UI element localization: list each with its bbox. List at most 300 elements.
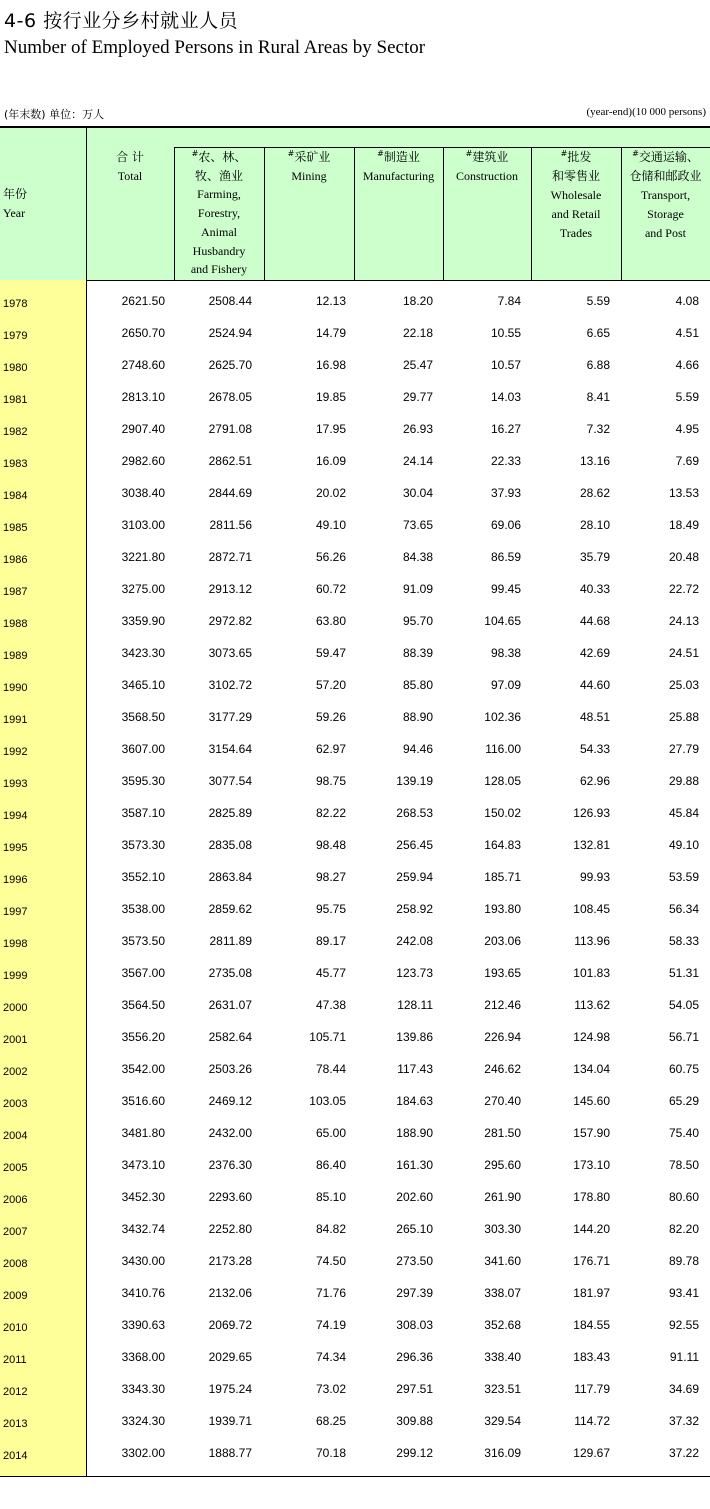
table-bottom-rule (0, 1476, 710, 1477)
mining-cell: 70.18 (315, 1446, 346, 1460)
header-divider (264, 147, 265, 280)
agriculture-cell: 2835.08 (208, 838, 252, 852)
manufacturing-cell: 265.10 (396, 1222, 433, 1236)
header-total: 合 计 Total (116, 150, 144, 183)
manufacturing-cell: 18.20 (402, 294, 433, 308)
wholesale-retail-cell: 178.80 (573, 1190, 610, 1204)
transport-cell: 91.11 (669, 1350, 699, 1364)
transport-cell: 18.49 (668, 518, 699, 532)
total-cell: 2650.70 (121, 326, 165, 340)
agriculture-cell: 3102.72 (208, 678, 252, 692)
construction-cell: 164.83 (484, 838, 521, 852)
table-row (0, 632, 710, 664)
manufacturing-cell: 259.94 (396, 870, 433, 884)
year-cell: 1987 (3, 586, 28, 598)
agriculture-cell: 2791.08 (208, 422, 252, 436)
wholesale-retail-cell: 35.79 (579, 550, 610, 564)
construction-cell: 116.00 (485, 742, 521, 756)
agriculture-cell: 2678.05 (208, 390, 252, 404)
table-row (0, 792, 710, 824)
total-cell: 3556.20 (121, 1030, 165, 1044)
construction-cell: 193.80 (484, 902, 521, 916)
table-row (0, 696, 710, 728)
manufacturing-cell: 308.03 (396, 1318, 433, 1332)
transport-cell: 56.34 (668, 902, 699, 916)
total-cell: 3567.00 (121, 966, 165, 980)
construction-cell: 14.03 (490, 390, 521, 404)
manufacturing-cell: 84.38 (402, 550, 433, 564)
wholesale-retail-cell: 7.32 (586, 422, 610, 436)
table-row (0, 856, 710, 888)
construction-cell: 10.57 (490, 358, 521, 372)
construction-cell: 338.07 (484, 1286, 521, 1300)
construction-cell: 128.05 (484, 774, 521, 788)
construction-cell: 37.93 (490, 486, 521, 500)
manufacturing-cell: 73.65 (402, 518, 433, 532)
mining-cell: 63.80 (315, 614, 346, 628)
manufacturing-cell: 297.51 (396, 1382, 433, 1396)
total-cell: 2621.50 (121, 294, 165, 308)
total-cell: 3302.00 (121, 1446, 165, 1460)
manufacturing-cell: 117.43 (397, 1062, 433, 1076)
year-cell: 1979 (3, 330, 28, 342)
wholesale-retail-cell: 54.33 (579, 742, 610, 756)
wholesale-retail-cell: 44.68 (579, 614, 610, 628)
manufacturing-cell: 30.04 (402, 486, 433, 500)
agriculture-cell: 2069.72 (208, 1318, 252, 1332)
mining-cell: 62.97 (315, 742, 346, 756)
year-cell: 1997 (3, 906, 28, 918)
total-cell: 3587.10 (121, 806, 165, 820)
agriculture-cell: 2811.56 (209, 518, 252, 532)
year-cell: 2001 (3, 1034, 28, 1046)
year-cell: 1978 (3, 298, 28, 310)
header-divider (621, 147, 622, 280)
wholesale-retail-cell: 48.51 (579, 710, 610, 724)
table-row (0, 1240, 710, 1272)
mining-cell: 47.38 (315, 998, 346, 1012)
year-cell: 2012 (3, 1386, 28, 1398)
manufacturing-cell: 29.77 (402, 390, 433, 404)
year-cell: 2011 (3, 1354, 27, 1366)
wholesale-retail-cell: 28.10 (579, 518, 610, 532)
agriculture-cell: 3077.54 (208, 774, 252, 788)
table-row (0, 472, 710, 504)
wholesale-retail-cell: 114.72 (574, 1414, 610, 1428)
header-construction: #建筑业 Construction (456, 149, 518, 183)
year-cell: 1981 (3, 394, 28, 406)
total-cell: 3410.76 (121, 1286, 165, 1300)
agriculture-cell: 2735.08 (208, 966, 252, 980)
total-cell: 3595.30 (121, 774, 165, 788)
mining-cell: 65.00 (315, 1126, 346, 1140)
transport-cell: 20.48 (668, 550, 699, 564)
table-row (0, 728, 710, 760)
total-cell: 3359.90 (121, 614, 165, 628)
header-subgroup-rule (174, 147, 710, 148)
wholesale-retail-cell: 183.43 (573, 1350, 610, 1364)
agriculture-cell: 2132.06 (208, 1286, 252, 1300)
agriculture-cell: 1975.24 (208, 1382, 252, 1396)
manufacturing-cell: 296.36 (396, 1350, 433, 1364)
total-cell: 3432.74 (121, 1222, 165, 1236)
table-row (0, 312, 710, 344)
total-cell: 3542.00 (121, 1062, 165, 1076)
wholesale-retail-cell: 13.16 (579, 454, 610, 468)
construction-cell: 295.60 (484, 1158, 521, 1172)
table-row (0, 1112, 710, 1144)
year-cell: 1984 (3, 490, 28, 502)
agriculture-cell: 2972.82 (208, 614, 252, 628)
agriculture-cell: 2811.89 (209, 934, 252, 948)
transport-cell: 34.69 (668, 1382, 699, 1396)
table-row (0, 1272, 710, 1304)
year-cell: 1995 (3, 842, 28, 854)
manufacturing-cell: 94.46 (402, 742, 433, 756)
manufacturing-cell: 91.09 (402, 582, 433, 596)
year-cell: 2006 (3, 1194, 28, 1206)
year-cell: 2010 (3, 1322, 28, 1334)
total-cell: 3221.80 (121, 550, 165, 564)
transport-cell: 4.95 (675, 422, 699, 436)
mining-cell: 74.50 (315, 1254, 346, 1268)
manufacturing-cell: 139.86 (396, 1030, 433, 1044)
manufacturing-cell: 202.60 (396, 1190, 433, 1204)
wholesale-retail-cell: 28.62 (579, 486, 610, 500)
table-row (0, 1368, 710, 1400)
construction-cell: 99.45 (490, 582, 521, 596)
total-cell: 3564.50 (121, 998, 165, 1012)
transport-cell: 24.13 (668, 614, 699, 628)
transport-cell: 93.41 (668, 1286, 699, 1300)
wholesale-retail-cell: 124.98 (573, 1030, 610, 1044)
manufacturing-cell: 242.08 (396, 934, 433, 948)
construction-cell: 212.46 (484, 998, 521, 1012)
table-row (0, 536, 710, 568)
year-cell: 2009 (3, 1290, 28, 1302)
mining-cell: 60.72 (315, 582, 346, 596)
mining-cell: 19.85 (315, 390, 346, 404)
manufacturing-cell: 184.63 (396, 1094, 433, 1108)
manufacturing-cell: 123.73 (396, 966, 433, 980)
manufacturing-cell: 139.19 (396, 774, 433, 788)
table-row (0, 1432, 710, 1464)
total-cell: 3573.50 (121, 934, 165, 948)
manufacturing-cell: 273.50 (396, 1254, 433, 1268)
construction-cell: 104.65 (484, 614, 521, 628)
construction-cell: 338.40 (484, 1350, 521, 1364)
transport-cell: 56.71 (668, 1030, 699, 1044)
manufacturing-cell: 88.90 (402, 710, 433, 724)
table-row (0, 376, 710, 408)
agriculture-cell: 2859.62 (208, 902, 252, 916)
manufacturing-cell: 24.14 (402, 454, 433, 468)
transport-cell: 60.75 (668, 1062, 699, 1076)
transport-cell: 37.32 (668, 1414, 699, 1428)
total-cell: 3473.10 (121, 1158, 165, 1172)
wholesale-retail-cell: 5.59 (586, 294, 610, 308)
table-row (0, 1016, 710, 1048)
construction-cell: 16.27 (490, 422, 521, 436)
construction-cell: 203.06 (484, 934, 521, 948)
year-cell: 1989 (3, 650, 28, 662)
total-cell: 3390.63 (121, 1318, 165, 1332)
transport-cell: 49.10 (668, 838, 699, 852)
construction-cell: 98.38 (490, 646, 521, 660)
wholesale-retail-cell: 6.88 (586, 358, 610, 372)
wholesale-retail-cell: 40.33 (579, 582, 610, 596)
header-transport: #交通运输、 仓储和邮政业 Transport, Storage and Post (629, 149, 702, 240)
total-cell: 3538.00 (121, 902, 165, 916)
agriculture-cell: 2293.60 (208, 1190, 252, 1204)
table-row (0, 1208, 710, 1240)
manufacturing-cell: 25.47 (402, 358, 433, 372)
agriculture-cell: 2173.28 (208, 1254, 252, 1268)
agriculture-cell: 3177.29 (208, 710, 252, 724)
table-row (0, 280, 710, 312)
construction-cell: 7.84 (497, 294, 521, 308)
table-row (0, 568, 710, 600)
transport-cell: 25.03 (668, 678, 699, 692)
year-cell: 1988 (3, 618, 28, 630)
agriculture-cell: 2252.80 (208, 1222, 252, 1236)
total-cell: 2907.40 (121, 422, 165, 436)
wholesale-retail-cell: 126.93 (573, 806, 610, 820)
mining-cell: 45.77 (315, 966, 346, 980)
table-row (0, 1304, 710, 1336)
wholesale-retail-cell: 108.45 (573, 902, 610, 916)
wholesale-retail-cell: 184.55 (573, 1318, 610, 1332)
year-cell: 1993 (3, 778, 28, 790)
year-cell: 1986 (3, 554, 28, 566)
construction-cell: 193.65 (484, 966, 521, 980)
manufacturing-cell: 258.92 (396, 902, 433, 916)
wholesale-retail-cell: 6.65 (586, 326, 610, 340)
transport-cell: 29.88 (668, 774, 699, 788)
transport-cell: 80.60 (668, 1190, 699, 1204)
agriculture-cell: 2469.12 (208, 1094, 252, 1108)
total-cell: 3465.10 (121, 678, 165, 692)
transport-cell: 65.29 (668, 1094, 699, 1108)
transport-cell: 89.78 (668, 1254, 699, 1268)
manufacturing-cell: 85.80 (402, 678, 433, 692)
construction-cell: 102.36 (484, 710, 521, 724)
year-cell: 1994 (3, 810, 28, 822)
transport-cell: 27.79 (668, 742, 699, 756)
mining-cell: 73.02 (315, 1382, 346, 1396)
manufacturing-cell: 161.30 (396, 1158, 433, 1172)
mining-cell: 86.40 (315, 1158, 346, 1172)
transport-cell: 54.05 (668, 998, 699, 1012)
agriculture-cell: 3073.65 (208, 646, 252, 660)
wholesale-retail-cell: 129.67 (573, 1446, 610, 1460)
header-divider (443, 147, 444, 280)
table-row (0, 664, 710, 696)
year-cell: 1983 (3, 458, 28, 470)
agriculture-cell: 2625.70 (208, 358, 252, 372)
table-row (0, 984, 710, 1016)
year-cell: 1991 (3, 714, 28, 726)
construction-cell: 86.59 (490, 550, 521, 564)
header-divider (174, 147, 175, 280)
transport-cell: 7.69 (675, 454, 699, 468)
construction-cell: 97.09 (490, 678, 521, 692)
manufacturing-cell: 297.39 (396, 1286, 433, 1300)
table-header (0, 128, 710, 281)
wholesale-retail-cell: 113.96 (574, 934, 610, 948)
manufacturing-cell: 256.45 (396, 838, 433, 852)
manufacturing-cell: 188.90 (396, 1126, 433, 1140)
total-cell: 3103.00 (121, 518, 165, 532)
total-cell: 2982.60 (121, 454, 165, 468)
mining-cell: 16.09 (315, 454, 346, 468)
total-cell: 2813.10 (121, 390, 165, 404)
mining-cell: 98.27 (315, 870, 346, 884)
agriculture-cell: 2582.64 (208, 1030, 252, 1044)
mining-cell: 74.19 (315, 1318, 346, 1332)
construction-cell: 226.94 (484, 1030, 521, 1044)
year-cell: 2002 (3, 1066, 28, 1078)
mining-cell: 59.47 (315, 646, 346, 660)
construction-cell: 341.60 (484, 1254, 521, 1268)
mining-cell: 49.10 (315, 518, 346, 532)
total-cell: 3430.00 (121, 1254, 165, 1268)
table-title-chinese: 4-6 按行业分乡村就业人员 (4, 10, 239, 32)
construction-cell: 69.06 (490, 518, 521, 532)
wholesale-retail-cell: 181.97 (573, 1286, 610, 1300)
transport-cell: 4.51 (675, 326, 699, 340)
transport-cell: 13.53 (668, 486, 699, 500)
manufacturing-cell: 26.93 (402, 422, 433, 436)
agriculture-cell: 2631.07 (208, 998, 252, 1012)
wholesale-retail-cell: 176.71 (573, 1254, 610, 1268)
table-row (0, 1400, 710, 1432)
agriculture-cell: 2029.65 (208, 1350, 252, 1364)
agriculture-cell: 2524.94 (208, 326, 252, 340)
transport-cell: 51.31 (668, 966, 699, 980)
transport-cell: 78.50 (668, 1158, 699, 1172)
total-cell: 3568.50 (121, 710, 165, 724)
mining-cell: 98.75 (315, 774, 346, 788)
table-row (0, 888, 710, 920)
agriculture-cell: 1939.71 (208, 1414, 252, 1428)
agriculture-cell: 2913.12 (208, 582, 252, 596)
manufacturing-cell: 299.12 (396, 1446, 433, 1460)
wholesale-retail-cell: 101.83 (573, 966, 610, 980)
wholesale-retail-cell: 173.10 (573, 1158, 610, 1172)
header-manufacturing: #制造业 Manufacturing (362, 149, 435, 183)
table-row (0, 440, 710, 472)
transport-cell: 58.33 (668, 934, 699, 948)
table-row (0, 408, 710, 440)
wholesale-retail-cell: 132.81 (573, 838, 610, 852)
total-cell: 3038.40 (121, 486, 165, 500)
header-year: 年份 Year (3, 187, 28, 220)
total-cell: 3552.10 (121, 870, 165, 884)
wholesale-retail-cell: 44.60 (579, 678, 610, 692)
construction-cell: 261.90 (484, 1190, 521, 1204)
header-divider (531, 147, 532, 280)
mining-cell: 14.79 (315, 326, 346, 340)
mining-cell: 56.26 (315, 550, 346, 564)
mining-cell: 57.20 (315, 678, 346, 692)
mining-cell: 68.25 (315, 1414, 346, 1428)
agriculture-cell: 2872.71 (208, 550, 252, 564)
transport-cell: 45.84 (668, 806, 699, 820)
transport-cell: 92.55 (668, 1318, 699, 1332)
table-row (0, 760, 710, 792)
year-cell: 1985 (3, 522, 28, 534)
construction-cell: 303.30 (484, 1222, 521, 1236)
table-row (0, 1336, 710, 1368)
wholesale-retail-cell: 8.41 (586, 390, 610, 404)
construction-cell: 316.09 (484, 1446, 521, 1460)
table-row (0, 824, 710, 856)
wholesale-retail-cell: 134.04 (573, 1062, 610, 1076)
transport-cell: 22.72 (668, 582, 699, 596)
total-cell: 3324.30 (121, 1414, 165, 1428)
mining-cell: 95.75 (315, 902, 346, 916)
agriculture-cell: 2844.69 (208, 486, 252, 500)
mining-cell: 84.82 (315, 1222, 346, 1236)
transport-cell: 24.51 (668, 646, 699, 660)
year-cell: 1982 (3, 426, 28, 438)
wholesale-retail-cell: 99.93 (579, 870, 610, 884)
header-mining: #采矿业 Mining (287, 149, 331, 183)
transport-cell: 75.40 (668, 1126, 699, 1140)
wholesale-retail-cell: 157.90 (573, 1126, 610, 1140)
year-cell: 2014 (3, 1450, 28, 1462)
construction-cell: 185.71 (484, 870, 521, 884)
construction-cell: 246.62 (484, 1062, 521, 1076)
table-row (0, 504, 710, 536)
mining-cell: 16.98 (315, 358, 346, 372)
year-cell: 1990 (3, 682, 28, 694)
construction-cell: 150.02 (484, 806, 521, 820)
mining-cell: 98.48 (315, 838, 346, 852)
mining-cell: 74.34 (315, 1350, 346, 1364)
year-cell: 2005 (3, 1162, 28, 1174)
wholesale-retail-cell: 113.62 (574, 998, 610, 1012)
total-cell: 3607.00 (121, 742, 165, 756)
year-cell: 1980 (3, 362, 28, 374)
construction-cell: 270.40 (484, 1094, 521, 1108)
total-cell: 3452.30 (121, 1190, 165, 1204)
construction-cell: 22.33 (490, 454, 521, 468)
mining-cell: 85.10 (315, 1190, 346, 1204)
table-row (0, 920, 710, 952)
manufacturing-cell: 128.11 (397, 998, 433, 1012)
construction-cell: 323.51 (484, 1382, 521, 1396)
construction-cell: 329.54 (484, 1414, 521, 1428)
manufacturing-cell: 22.18 (402, 326, 433, 340)
agriculture-cell: 2376.30 (208, 1158, 252, 1172)
total-cell: 3516.60 (121, 1094, 165, 1108)
wholesale-retail-cell: 145.60 (573, 1094, 610, 1108)
year-cell: 2008 (3, 1258, 28, 1270)
construction-cell: 352.68 (484, 1318, 521, 1332)
wholesale-retail-cell: 62.96 (579, 774, 610, 788)
agriculture-cell: 2432.00 (208, 1126, 252, 1140)
construction-cell: 10.55 (490, 326, 521, 340)
year-cell: 1996 (3, 874, 28, 886)
manufacturing-cell: 309.88 (396, 1414, 433, 1428)
mining-cell: 20.02 (315, 486, 346, 500)
header-divider (354, 147, 355, 280)
total-cell: 2748.60 (121, 358, 165, 372)
mining-cell: 78.44 (315, 1062, 346, 1076)
transport-cell: 82.20 (668, 1222, 699, 1236)
